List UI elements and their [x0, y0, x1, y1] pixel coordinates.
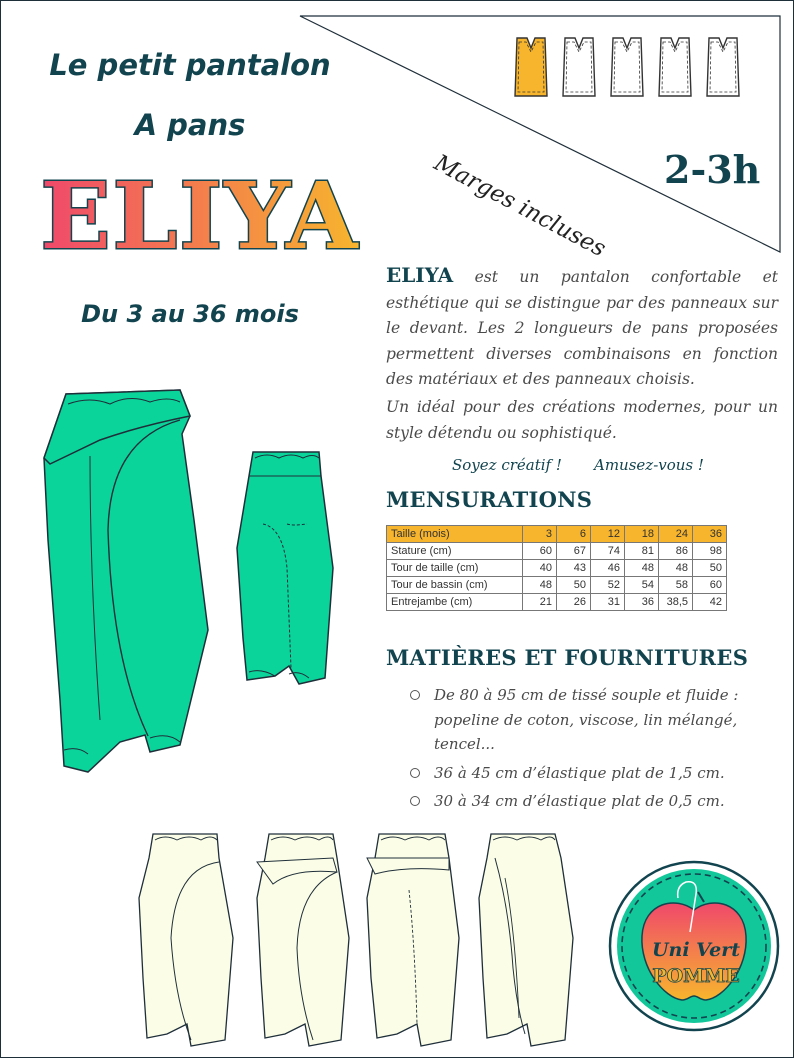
table-cell: 67 [557, 543, 591, 560]
size-header-cell: 12 [591, 526, 625, 543]
pants-variation-4 [479, 834, 573, 1046]
table-cell: 40 [523, 560, 557, 577]
material-text: De 80 à 95 cm de tissé souple et fluide : popeline de coton, viscose, lin mélangé, tencel... [434, 686, 739, 753]
table-cell: 48 [523, 577, 557, 594]
logo-text-line2: POMME [652, 965, 740, 987]
brand-logo [606, 858, 782, 1034]
table-cell: 31 [591, 594, 625, 611]
table-cell: 21 [523, 594, 557, 611]
table-cell: 52 [591, 577, 625, 594]
age-range: Du 3 au 36 mois [81, 300, 299, 328]
difficulty-icon-empty [611, 38, 643, 96]
table-row [387, 577, 727, 594]
table-cell: 43 [557, 560, 591, 577]
table-cell: 50 [693, 560, 727, 577]
subtitle-line1: Le petit pantalon [49, 48, 331, 82]
slogan-creative: Soyez créatif ! [452, 456, 562, 474]
row-label: Stature (cm) [387, 543, 523, 560]
intro-text-1: est un pantalon confortable et esthétique qui se distingue par des panneaux sur le devant. Les 2 longueurs de pans proposées permettent diverses combinaisons en fonction des matériaux et des panneaux choisis. [386, 268, 778, 388]
table-cell: 60 [523, 543, 557, 560]
size-header-cell: 36 [693, 526, 727, 543]
table-cell: 60 [693, 577, 727, 594]
list-item [410, 683, 780, 757]
size-header-cell: 6 [557, 526, 591, 543]
size-table-header-row [387, 526, 727, 543]
table-cell: 81 [625, 543, 659, 560]
short-pants-illustration [235, 448, 335, 696]
table-cell: 58 [659, 577, 693, 594]
size-header-cell: 3 [523, 526, 557, 543]
pants-variation-3 [367, 834, 459, 1046]
table-cell: 38,5 [659, 594, 693, 611]
table-cell: 50 [557, 577, 591, 594]
size-table [386, 525, 727, 611]
row-label: Tour de taille (cm) [387, 560, 523, 577]
seam-allowance-label: Marges incluses [429, 150, 610, 263]
table-cell: 48 [659, 560, 693, 577]
intro-brand: ELIYA [386, 263, 454, 287]
difficulty-icon-empty [707, 38, 739, 96]
long-pants-front-illustration [30, 380, 210, 780]
difficulty-icon-filled [515, 38, 547, 96]
pants-variation-1 [139, 834, 233, 1046]
table-cell: 98 [693, 543, 727, 560]
subtitle-line2: A pans [134, 108, 246, 142]
table-row [387, 594, 727, 611]
material-text: 36 à 45 cm d’élastique plat de 1,5 cm. [434, 763, 725, 782]
materials-list [410, 683, 780, 818]
table-cell: 48 [625, 560, 659, 577]
table-cell: 26 [557, 594, 591, 611]
intro-paragraph-1 [386, 263, 778, 393]
measurements-heading: MENSURATIONS [386, 487, 593, 512]
row-label: Tour de bassin (cm) [387, 577, 523, 594]
table-row [387, 560, 727, 577]
difficulty-icon-empty [563, 38, 595, 96]
pants-variations-illustration [135, 828, 615, 1053]
material-text: 30 à 34 cm d’élastique plat de 0,5 cm. [434, 792, 725, 810]
difficulty-icon-empty [659, 38, 691, 96]
list-item [410, 789, 780, 814]
pants-variation-2 [257, 834, 349, 1046]
table-cell: 86 [659, 543, 693, 560]
table-cell: 54 [625, 577, 659, 594]
difficulty-rating [505, 30, 750, 110]
size-header-cell: 24 [659, 526, 693, 543]
row-label: Entrejambe (cm) [387, 594, 523, 611]
circle-bullet-icon [410, 796, 420, 806]
circle-bullet-icon [410, 690, 420, 700]
intro-paragraph-2: Un idéal pour des créations modernes, pour un style détendu ou sophistiqué. [386, 398, 778, 442]
table-cell: 42 [693, 594, 727, 611]
table-row [387, 543, 727, 560]
table-cell: 46 [591, 560, 625, 577]
table-cell: 36 [625, 594, 659, 611]
pattern-title-text: ELIYA [40, 168, 360, 263]
circle-bullet-icon [410, 768, 420, 778]
sewing-time: 2-3h [664, 147, 761, 192]
size-header-label: Taille (mois) [387, 526, 523, 543]
materials-heading: MATIÈRES ET FOURNITURES [386, 645, 749, 670]
slogan-fun: Amusez-vous ! [594, 456, 704, 474]
table-cell: 74 [591, 543, 625, 560]
list-item [410, 761, 780, 786]
logo-text-line1: Uni Vert [651, 939, 741, 961]
size-header-cell: 18 [625, 526, 659, 543]
